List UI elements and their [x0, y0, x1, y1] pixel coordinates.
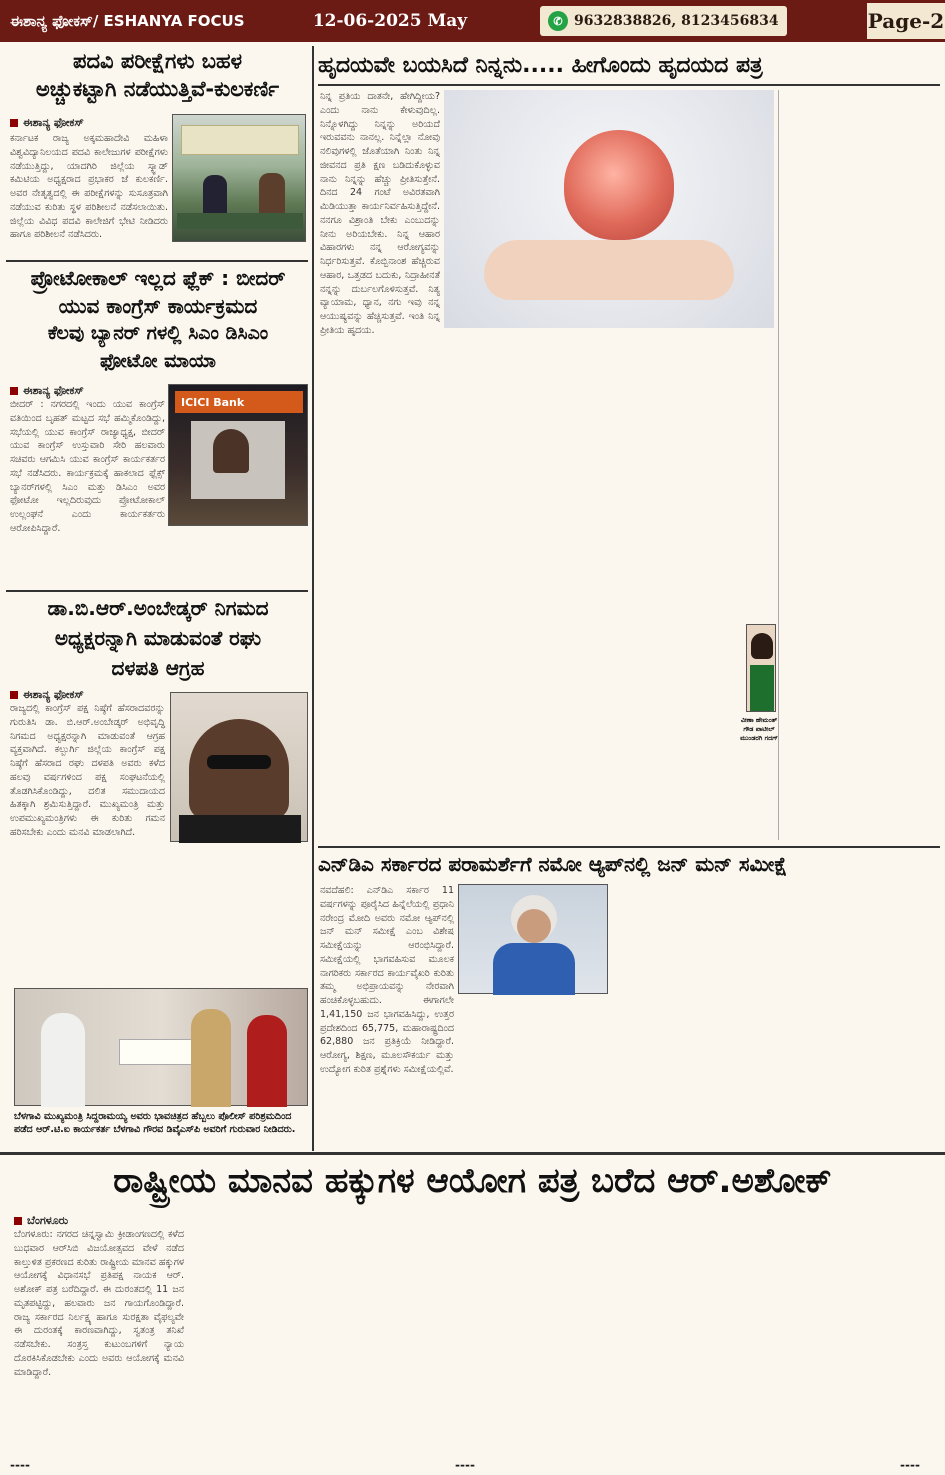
brand-name: ಈಶಾನ್ಯ ಫೋಕಸ್/ ESHANYA FOCUS — [10, 12, 245, 30]
story5-body: ಬೆಂಗಳೂರು: ನಗರದ ಚಿನ್ನಸ್ವಾಮಿ ಕ್ರೀಡಾಂಗಣದಲ್ಲಿ ಕಳೆದ ಬುಧವಾರ ಆರ್‌ಸಿಬಿ ವಿಜಯೋತ್ಸವದ ವೇಳೆ ನಡೆದ ಕಾಲ್ತುಳಿತ ಪ್ರಕರಣದ ಕುರಿತು ರಾಷ್ಟ್ರೀಯ ಮಾನವ ಹಕ್ಕುಗಳ ಆಯೋಗಕ್ಕೆ ವಿಧಾನಸಭೆ ಪ್ರತಿಪಕ್ಷ ನಾಯಕ ಆರ್. ಅಶೋಕ್ ಪತ್ರ ಬರೆದಿದ್ದಾರೆ. ಈ ದುರಂತದಲ್ಲಿ 11 ಜನ ಮೃತಪಟ್ಟಿದ್ದು, ಹಲವಾರು ಜನ ಗಾಯಗೊಂಡಿದ್ದಾರೆ. ರಾಜ್ಯ ಸರ್ಕಾರದ ನಿರ್ಲಕ್ಷ್ಯ ಹಾಗೂ ಸುರಕ್ಷತಾ ವೈಫಲ್ಯವೇ ಈ ದುರಂತಕ್ಕೆ ಕಾರಣವಾಗಿದ್ದು, ಸ್ವತಂತ್ರ ತನಿಖೆ ನಡೆಸಬೇಕು. ಸಂತ್ರಸ್ತ ಕುಟುಂಬಗಳಿಗೆ ನ್ಯಾಯ ದೊರಕಿಸಿಕೊಡಬೇಕು ಎಂದು ಅವರು ಆಯೋಗಕ್ಕೆ ಮನವಿ ಮಾಡಿದ್ದಾರೆ. — [14, 1229, 184, 1378]
person-silhouette — [203, 175, 227, 215]
sunglasses-image — [207, 755, 271, 769]
footer-mark-left: ---- — [10, 1458, 30, 1472]
feature-body-col3 — [614, 332, 774, 618]
byline-marker-icon — [10, 691, 18, 699]
feature-body-col4 — [782, 90, 938, 840]
story2-byline-text: ಈಶಾನ್ಯ ಫೋಕಸ್ — [23, 384, 84, 397]
byline-marker-icon — [14, 1217, 22, 1225]
story1-photo — [172, 114, 306, 242]
police-officer-silhouette — [191, 1009, 231, 1107]
story2-photo — [168, 384, 308, 526]
story1-body-tail — [172, 244, 306, 258]
footer-mark-right: ---- — [900, 1458, 920, 1472]
author-caption: ವೀಣಾ ಹೇಮಂತ್ ಗೌಡ ಪಾಟೀಲ್ ಮುಂಡರಗಿ ಗದಗ್ — [740, 716, 778, 743]
feature-body-col1b — [320, 332, 454, 840]
story1-headline-line1: ಪದವಿ ಪರೀಕ್ಷೆಗಳು ಬಹಳ — [73, 49, 242, 73]
author-photo — [746, 624, 776, 712]
story4-headline: ಎನ್‌ಡಿಎ ಸರ್ಕಾರದ ಪರಾಮರ್ಶೆಗೆ ನಮೋ ಆ್ಯಪ್‌ನಲ್ಲಿ ಜನ್ ಮನ್ ಸಮೀಕ್ಷೆ — [318, 852, 788, 876]
feature-body-col3c — [614, 760, 774, 840]
feature-body-col3b — [614, 624, 742, 728]
section-rule — [318, 84, 940, 86]
person-silhouette — [41, 1013, 85, 1107]
story2-body-tail — [168, 528, 308, 586]
column-rule — [778, 90, 779, 840]
story5-body-col5 — [748, 1214, 934, 1454]
story1-byline-text: ಈಶಾನ್ಯ ಫೋಕಸ್ — [23, 116, 84, 129]
page-number: Page-2 — [867, 3, 945, 39]
heart-icon — [564, 130, 674, 240]
author-hair-image — [751, 633, 773, 659]
story3-body-tail — [170, 846, 308, 978]
portrait-in-banner — [213, 429, 249, 473]
section-rule — [6, 260, 308, 262]
story5-body-col2 — [190, 1214, 370, 1454]
person-silhouette — [259, 173, 285, 217]
byline-marker-icon — [10, 119, 18, 127]
story1-byline — [10, 116, 84, 130]
story2-headline-line1: ಪ್ರೋಟೋಕಾಲ್ ಇಲ್ಲದ ಫ್ಲೆಕ್ : ಬೀದರ್ — [30, 266, 286, 290]
author-saree-image — [750, 665, 774, 711]
ceremony-caption: ಬೆಳಗಾವಿ ಮುಖ್ಯಮಂತ್ರಿ ಸಿದ್ದರಾಮಯ್ಯ ಅವರು ಭಾವಚಿತ್ರದ ಹೆಬ್ಬಲು ಪೊಲೀಸ್ ಪರಿಶ್ರಮದಿಂದ ಪಡೆದ ಆರ್.ಟಿ.ಐ ಕಾರ್ಯಕರ್ತ ಬೆಳಗಾವಿ ಗೌರವ ಡಿವೈಎಸ್‌ಪಿ ಅವರಿಗೆ ಗುರುವಾರ ನೀಡಿದರು. — [14, 1111, 296, 1136]
story5-body-col4 — [562, 1214, 742, 1454]
story5-byline-text: ಬೆಂಗಳೂರು — [27, 1214, 69, 1227]
portrait-head — [189, 719, 289, 819]
story2-body: ಬೀದರ್ : ನಗರದಲ್ಲಿ ಇಂದು ಯುವ ಕಾಂಗ್ರೆಸ್ ವತಿಯಿಂದ ಬೃಹತ್ ಮಟ್ಟದ ಸಭೆ ಹಮ್ಮಿಕೊಂಡಿದ್ದು, ಸಭೆಯಲ್ಲಿ ಯುವ ಕಾಂಗ್ರೆಸ್ ರಾಜ್ಯಾಧ್ಯಕ್ಷ, ಬೀದರ್ ಯುವ ಕಾಂಗ್ರೆಸ್ ಉಸ್ತುವಾರಿ ಸೇರಿ ಹಲವಾರು ಸಚಿವರು ಆಗಮಿಸಿ ಯುವ ಕಾಂಗ್ರೆಸ್ ಕಾರ್ಯಕರ್ತರ ಸಭೆ ನಡೆಸಿದರು. ಕಾರ್ಯಕ್ರಮಕ್ಕೆ ಹಾಕಲಾದ ಫ್ಲೆಕ್ಸ್ ಬ್ಯಾನರ್‌ಗಳಲ್ಲಿ ಸಿಎಂ ಮತ್ತು ಡಿಸಿಎಂ ಅವರ ಫೋಟೋ ಇಲ್ಲದಿರುವುದು ಪ್ರೋಟೋಕಾಲ್ ಉಲ್ಲಂಘನೆ ಎಂದು ಕಾರ್ಯಕರ್ತರು ಆರೋಪಿಸಿದ್ದಾರೆ. — [10, 399, 165, 534]
ceremony-photo — [14, 988, 308, 1106]
feature-body-col2 — [458, 332, 610, 840]
story5-byline — [14, 1214, 68, 1228]
story1-headline-line2: ಅಚ್ಚುಕಟ್ಟಾಗಿ ನಡೆಯುತ್ತಿವೆ-ಕುಲಕರ್ಣಿ — [35, 77, 280, 101]
story2-headline-line3: ಕೆಲವು ಬ್ಯಾನರ್ ಗಳಲ್ಲಿ ಸಿಎಂ ಡಿಸಿಎಂ — [47, 322, 269, 344]
story2-byline — [10, 384, 84, 398]
story5-body-col3 — [376, 1214, 556, 1454]
person-silhouette — [247, 1015, 287, 1107]
feature-headline: ಹೃದಯವೇ ಬಯಸಿದೆ ನಿನ್ನನು..... ಹೀಗೊಂದು ಹೃದಯದ ಪತ್ರ — [318, 53, 763, 78]
story4-body-col2 — [458, 998, 608, 1146]
face-image — [517, 909, 551, 943]
column-divider — [312, 46, 314, 1151]
story3-headline-line1: ಡಾ.ಬಿ.ಆರ್.ಅಂಬೇಡ್ಕರ್ ನಿಗಮದ — [47, 596, 269, 620]
jacket-image — [493, 943, 575, 995]
certificate-image — [119, 1039, 199, 1065]
story2-headline-line4: ಫೋಟೋ ಮಾಯಾ — [100, 350, 216, 372]
footer-mark-center: ---- — [455, 1458, 475, 1472]
section-rule — [6, 590, 308, 592]
modi-photo — [458, 884, 608, 994]
section-rule — [318, 846, 940, 848]
story3-body: ರಾಜ್ಯದಲ್ಲಿ ಕಾಂಗ್ರೆಸ್ ಪಕ್ಷ ನಿಷ್ಠೆಗೆ ಹೆಸರಾದವರನ್ನು ಗುರುತಿಸಿ ಡಾ. ಬಿ.ಆರ್.ಅಂಬೇಡ್ಕರ್ ಅಭಿವೃದ್ಧಿ ನಿಗಮದ ಅಧ್ಯಕ್ಷರನ್ನಾಗಿ ಮಾಡುವಂತೆ ಆಗ್ರಹ ವ್ಯಕ್ತವಾಗಿದೆ. ಕಲ್ಬುರ್ಗಿ ಜಿಲ್ಲೆಯ ಕಾಂಗ್ರೆಸ್ ಪಕ್ಷ ನಿಷ್ಠೆಗೆ ಹೆಸರಾದ ರಘು ದಳಪತಿ ಅವರು ಕಳೆದ ಹಲವು ವರ್ಷಗಳಿಂದ ಪಕ್ಷ ಸಂಘಟನೆಯಲ್ಲಿ ತೊಡಗಿಸಿಕೊಂಡಿದ್ದು, ದಲಿತ ಸಮುದಾಯದ ಹಿತಕ್ಕಾಗಿ ಶ್ರಮಿಸುತ್ತಿದ್ದಾರೆ. ಮುಖ್ಯಮಂತ್ರಿ ಮತ್ತು ಉಪಮುಖ್ಯಮಂತ್ರಿಗಳು ಈ ಕುರಿತು ಗಮನ ಹರಿಸಬೇಕು ಎಂದು ಮನವಿ ಮಾಡಲಾಗಿದೆ. — [10, 703, 165, 838]
phone-numbers: 9632838826, 8123456834 — [574, 13, 779, 29]
byline-marker-icon — [10, 387, 18, 395]
story3-headline-line3: ದಳಪತಿ ಆಗ್ರಹ — [111, 656, 205, 680]
story4-body-col4 — [778, 884, 940, 1146]
cupped-hands-image — [484, 240, 734, 300]
phone-box — [540, 6, 787, 36]
story4-body-col3 — [612, 884, 774, 1146]
story5-headline: ರಾಷ್ಟ್ರೀಯ ಮಾನವ ಹಕ್ಕುಗಳ ಆಯೋಗ ಪತ್ರ ಬರೆದ ಆರ್.ಅಶೋಕ್ — [113, 1161, 832, 1201]
shirt-image — [179, 815, 301, 843]
whatsapp-icon: ✆ — [548, 11, 568, 31]
story3-headline-line2: ಅಧ್ಯಕ್ಷರನ್ನಾಗಿ ಮಾಡುವಂತೆ ರಘು — [54, 626, 262, 650]
section-rule — [0, 1152, 945, 1155]
masthead — [0, 0, 945, 42]
banner-image — [181, 125, 299, 155]
story1-body: ಕರ್ನಾಟಕ ರಾಜ್ಯ ಅಕ್ಕಮಹಾದೇವಿ ಮಹಿಳಾ ವಿಶ್ವವಿದ್ಯಾನಿಲಯದ ಪದವಿ ಕಾಲೇಜುಗಳ ಪರೀಕ್ಷೆಗಳು ನಡೆಯುತ್ತಿದ್ದು, ಯಾದಗಿರಿ ಜಿಲ್ಲೆಯ ಸ್ಕ್ವಾಡ್ ಕಮಿಟಿಯ ಅಧ್ಯಕ್ಷರಾದ ಪ್ರಭಾಕರ ಜೆ ಕುಲಕರ್ಣಿ. ಅವರ ನೇತೃತ್ವದಲ್ಲಿ ಈ ಪರೀಕ್ಷೆಗಳನ್ನು ಸುಸೂತ್ರವಾಗಿ ನಡೆಯುವ ಕುರಿತು ಸ್ಥಳ ಪರಿಶೀಲನೆ ನಡೆಸಲಾಯಿತು. ಜಿಲ್ಲೆಯ ವಿವಿಧ ಪದವಿ ಕಾಲೇಜಿಗೆ ಭೇಟಿ ನೀಡಿದರು ಹಾಗೂ ಪರಿಶೀಲನೆ ನಡೆಸಿದರು. — [10, 133, 168, 241]
feature-body-col1: ನಿನ್ನ ಪ್ರತಿಯ ದಾತನೇ, ಹೇಗಿದ್ದೀಯ? ಎಂದು ನಾನು ಕೇಳುವುದಿಲ್ಲ. ನಿನ್ನೊಳಗಿದ್ದು ನಿನ್ನನ್ನು ಅರಿಯದೆ ಇರುವವನು ನಾನಲ್ಲ. ನಿನ್ನೆಲ್ಲಾ ನೋವು ನಲಿವುಗಳಲ್ಲಿ ಜೊತೆಯಾಗಿ ನಿಂತು ನಿನ್ನ ಜೀವನದ ಪ್ರತಿ ಕ್ಷಣ ಬಡಿದುಕೊಳ್ಳುವ ನಾನು ನಿನ್ನನ್ನು ಹೆಚ್ಚು ಪ್ರೀತಿಸುತ್ತೇನೆ. ದಿನದ 24 ಗಂಟೆ ಅವಿರತವಾಗಿ ಮಿಡಿಯುತ್ತಾ ಕಾರ್ಯನಿರ್ವಹಿಸುತ್ತಿದ್ದೇನೆ. ನನಗೂ ವಿಶ್ರಾಂತಿ ಬೇಕು ಎಂಬುದನ್ನು ನೀನು ಅರಿಯಬೇಕು. ನಿನ್ನ ಆಹಾರ ವಿಹಾರಗಳು ನನ್ನ ಆರೋಗ್ಯವನ್ನು ನಿರ್ಧರಿಸುತ್ತವೆ. ಕೊಬ್ಬಿನಾಂಶ ಹೆಚ್ಚಿರುವ ಆಹಾರ, ಒತ್ತಡದ ಬದುಕು, ನಿದ್ರಾಹೀನತೆ ನನ್ನನ್ನು ದುರ್ಬಲಗೊಳಿಸುತ್ತವೆ. ನಿತ್ಯ ವ್ಯಾಯಾಮ, ಧ್ಯಾನ, ನಗು ಇವು ನನ್ನ ಆಯುಷ್ಯವನ್ನು ಹೆಚ್ಚಿಸುತ್ತವೆ. ಇಂತಿ ನಿನ್ನ ಪ್ರೀತಿಯ ಹೃದಯ. — [320, 91, 440, 337]
table-image — [177, 213, 303, 229]
story2-headline-line2: ಯುವ ಕಾಂಗ್ರೆಸ್ ಕಾರ್ಯಕ್ರಮದ — [58, 294, 258, 318]
issue-date: 12-06-2025 May — [312, 11, 468, 31]
story3-photo — [170, 692, 308, 842]
story3-byline-text: ಈಶಾನ್ಯ ಫೋಕಸ್ — [23, 688, 84, 701]
bank-sign: ICICI Bank — [175, 391, 303, 413]
story3-byline — [10, 688, 84, 702]
story4-body: ನವದೆಹಲಿ: ಎನ್‌ಡಿಎ ಸರ್ಕಾರ 11 ವರ್ಷಗಳನ್ನು ಪೂರೈಸಿದ ಹಿನ್ನೆಲೆಯಲ್ಲಿ ಪ್ರಧಾನಿ ನರೇಂದ್ರ ಮೋದಿ ಅವರು ನಮೋ ಆ್ಯಪ್‌ನಲ್ಲಿ ಜನ್ ಮನ್ ಸಮೀಕ್ಷೆ ಎಂಬ ವಿಶೇಷ ಸಮೀಕ್ಷೆಯನ್ನು ಆರಂಭಿಸಿದ್ದಾರೆ. ಸಮೀಕ್ಷೆಯಲ್ಲಿ ಭಾಗವಹಿಸುವ ಮೂಲಕ ನಾಗರಿಕರು ಸರ್ಕಾರದ ಕಾರ್ಯವೈಖರಿ ಕುರಿತು ತಮ್ಮ ಅಭಿಪ್ರಾಯವನ್ನು ನೇರವಾಗಿ ಹಂಚಿಕೊಳ್ಳಬಹುದು. ಈಗಾಗಲೇ 1,41,150 ಜನ ಭಾಗವಹಿಸಿದ್ದು, ಉತ್ತರ ಪ್ರದೇಶದಿಂದ 65,775, ಮಹಾರಾಷ್ಟ್ರದಿಂದ 62,880 ಜನ ಪ್ರತಿಕ್ರಿಯೆ ನೀಡಿದ್ದಾರೆ. ಆರೋಗ್ಯ, ಶಿಕ್ಷಣ, ಮೂಲಸೌಕರ್ಯ ಮತ್ತು ಉದ್ಯೋಗ ಕುರಿತ ಪ್ರಶ್ನೆಗಳು ಸಮೀಕ್ಷೆಯಲ್ಲಿವೆ. — [320, 885, 454, 1075]
heart-photo — [444, 90, 774, 328]
